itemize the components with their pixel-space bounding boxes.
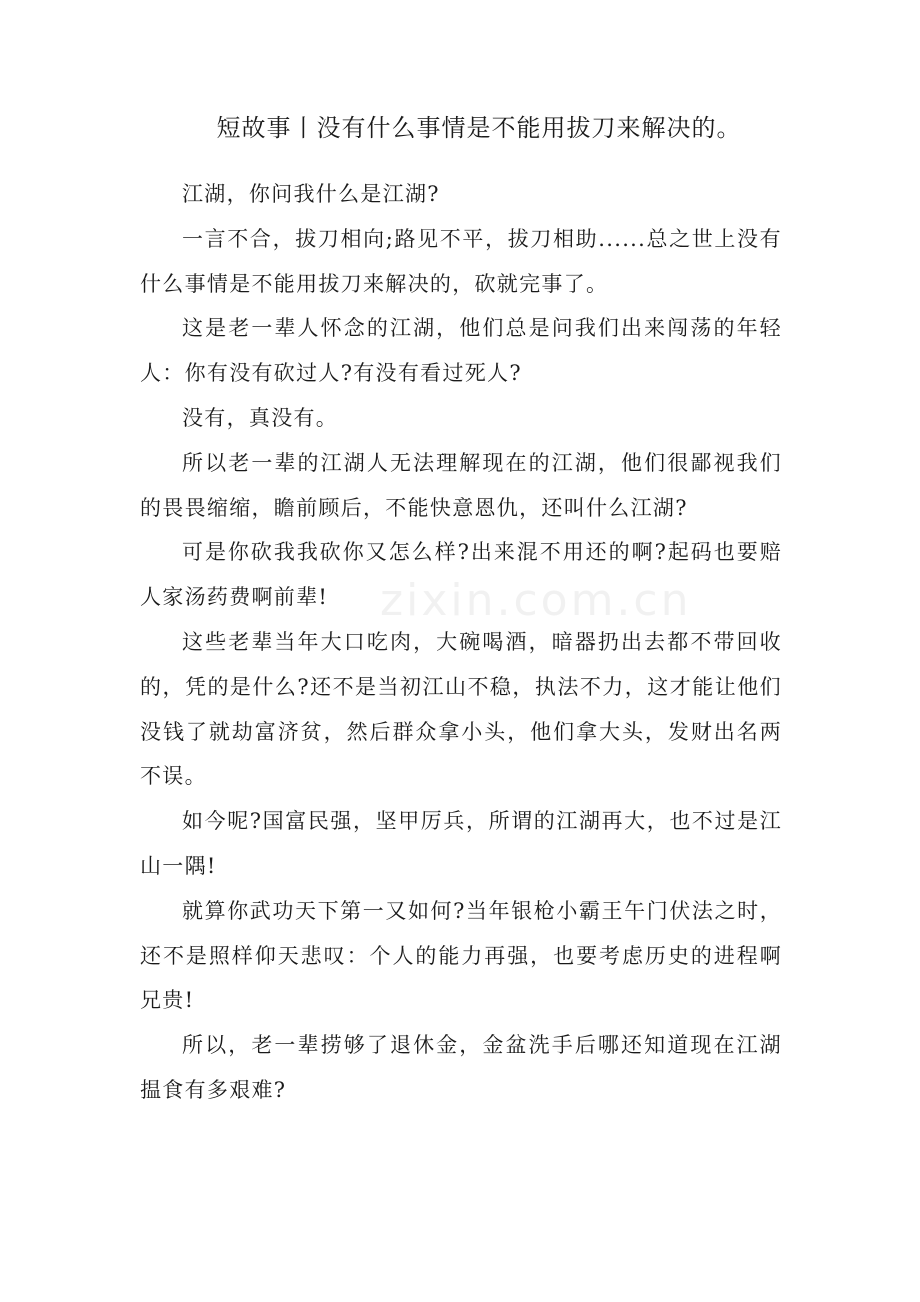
paragraph-4: 没有，真没有。 xyxy=(182,405,339,430)
paragraph-6: 可是你砍我我砍你又怎么样?出来混不用还的啊?起码也要赔人家汤药费啊前辈! xyxy=(140,540,782,610)
document-title: 短故事丨没有什么事情是不能用拔刀来解决的。 xyxy=(216,114,742,142)
paragraph-8: 如今呢?国富民强，坚甲厉兵，所谓的江湖再大，也不过是江山一隅! xyxy=(140,809,782,878)
watermark: zixin.com.cn xyxy=(380,575,692,626)
paragraph-1: 江湖，你问我什么是江湖? xyxy=(182,182,440,206)
paragraph-9: 就算你武功天下第一又如何?当年银枪小霸王午门伏法之时，还不是照样仰天悲叹：个人的能力再强，也要考虑历史的进程啊兄贵! xyxy=(140,898,782,1013)
paragraph-10: 所以，老一辈捞够了退休金，金盆洗手后哪还知道现在江湖揾食有多艰难? xyxy=(140,1033,782,1102)
paragraph-2: 一言不合，拔刀相向;路见不平，拔刀相助......总之世上没有什么事情是不能用拔刀来解决的，砍就完事了。 xyxy=(140,226,782,296)
document-body xyxy=(140,172,782,1113)
paragraph-5: 所以老一辈的江湖人无法理解现在的江湖，他们很鄙视我们的畏畏缩缩，瞻前顾后，不能快意恩仇，还叫什么江湖? xyxy=(140,450,782,520)
paragraph-7: 这些老辈当年大口吃肉，大碗喝酒，暗器扔出去都不带回收的，凭的是什么?还不是当初江山不稳，执法不力，这才能让他们没钱了就劫富济贫，然后群众拿小头，他们拿大头，发财出名两不误。 xyxy=(140,629,782,789)
paragraph-3: 这是老一辈人怀念的江湖，他们总是问我们出来闯荡的年轻人：你有没有砍过人?有没有看过死人? xyxy=(140,316,782,386)
